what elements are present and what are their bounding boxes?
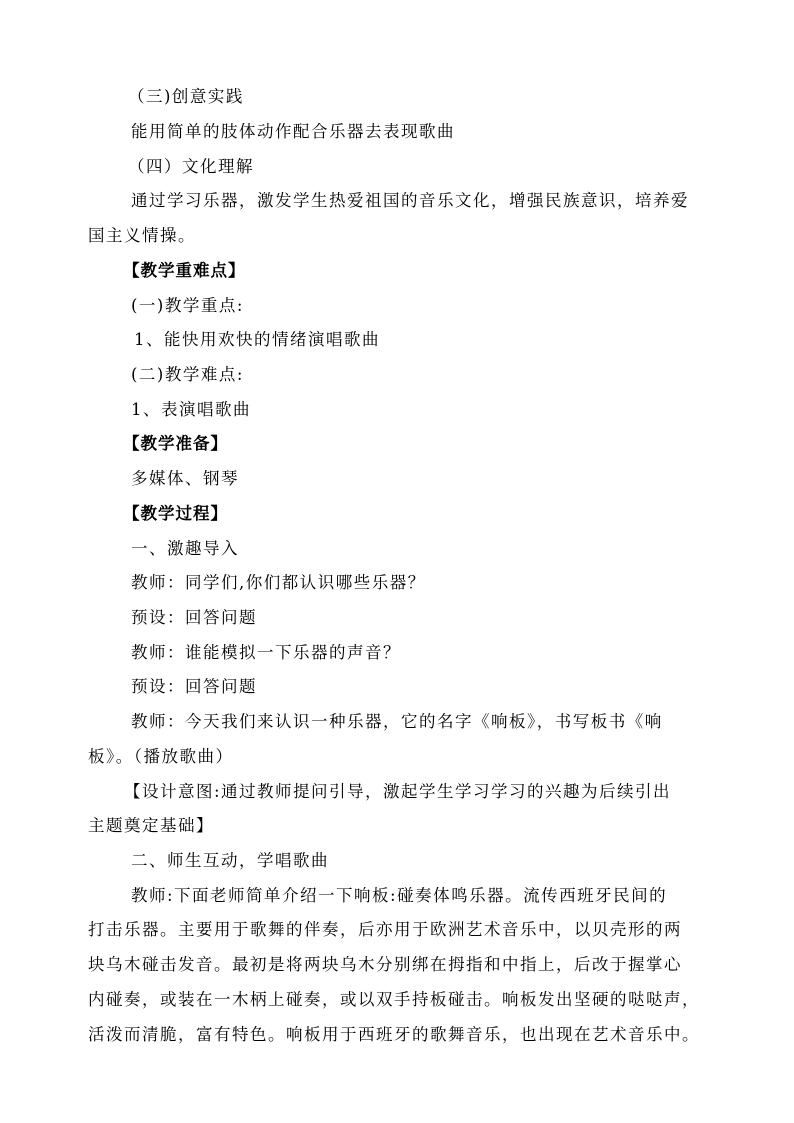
step-2-heading: 二、师生互动，学唱歌曲 [131,851,329,870]
step-1-heading: 一、激趣导入 [131,539,239,558]
intro-line-4: 内碰奏，或装在一木柄上碰奏，或以双手持板碰击。响板发出坚硬的哒哒声， [88,990,700,1009]
design-intent-line-1: 【设计意图:通过教师提问引导，激起学生学习学习的兴趣为后续引出 [124,782,672,801]
cultural-understanding-line-1: 通过学习乐器，激发学生热爱祖国的音乐文化，增强民族意识，培养爱 [131,191,689,210]
key-points-heading: (一)教学重点: [131,296,244,315]
preset-1: 预设：回答问题 [131,608,257,627]
difficult-point-1: 1、表演唱歌曲 [131,400,251,419]
cultural-understanding-heading: （四）文化理解 [128,157,254,176]
intro-line-5: 活泼而清脆，富有特色。响板用于西班牙的歌舞音乐，也出现在艺术音乐中。 [88,1025,700,1044]
difficult-points-heading: (二)教学难点: [131,365,244,384]
key-difficult-heading: 【教学重难点】 [123,261,246,280]
preparation-text: 多媒体、钢琴 [131,469,239,488]
cultural-understanding-line-2: 国主义情操。 [88,226,196,245]
dialogue-3-line-2: 板》。（播放歌曲） [88,747,234,766]
key-point-1: 1、能快用欢快的情绪演唱歌曲 [134,330,380,349]
dialogue-3-line-1: 教师：今天我们来认识一种乐器，它的名字《响板》，书写板书《响 [131,712,663,731]
preparation-heading: 【教学准备】 [123,434,228,453]
intro-line-2: 打击乐器。主要用于歌舞的伴奏，后亦用于欧洲艺术音乐中，以贝壳形的两 [88,920,682,939]
creative-practice-heading: （三)创意实践 [128,87,244,106]
dialogue-2: 教师：谁能模拟一下乐器的声音？ [131,643,401,662]
intro-line-3: 块乌木碰击发音。最初是将两块乌木分别绑在拇指和中指上，后改于握掌心 [88,955,682,974]
creative-practice-text: 能用简单的肢体动作配合乐器去表现歌曲 [131,122,455,141]
intro-line-1: 教师:下面老师简单介绍一下响板:碰奏体鸣乐器。流传西班牙民间的 [131,886,668,905]
process-heading: 【教学过程】 [123,504,228,523]
design-intent-line-2: 主题奠定基础】 [88,816,214,835]
dialogue-1: 教师：同学们,你们都认识哪些乐器？ [131,573,426,592]
preset-2: 预设：回答问题 [131,677,257,696]
